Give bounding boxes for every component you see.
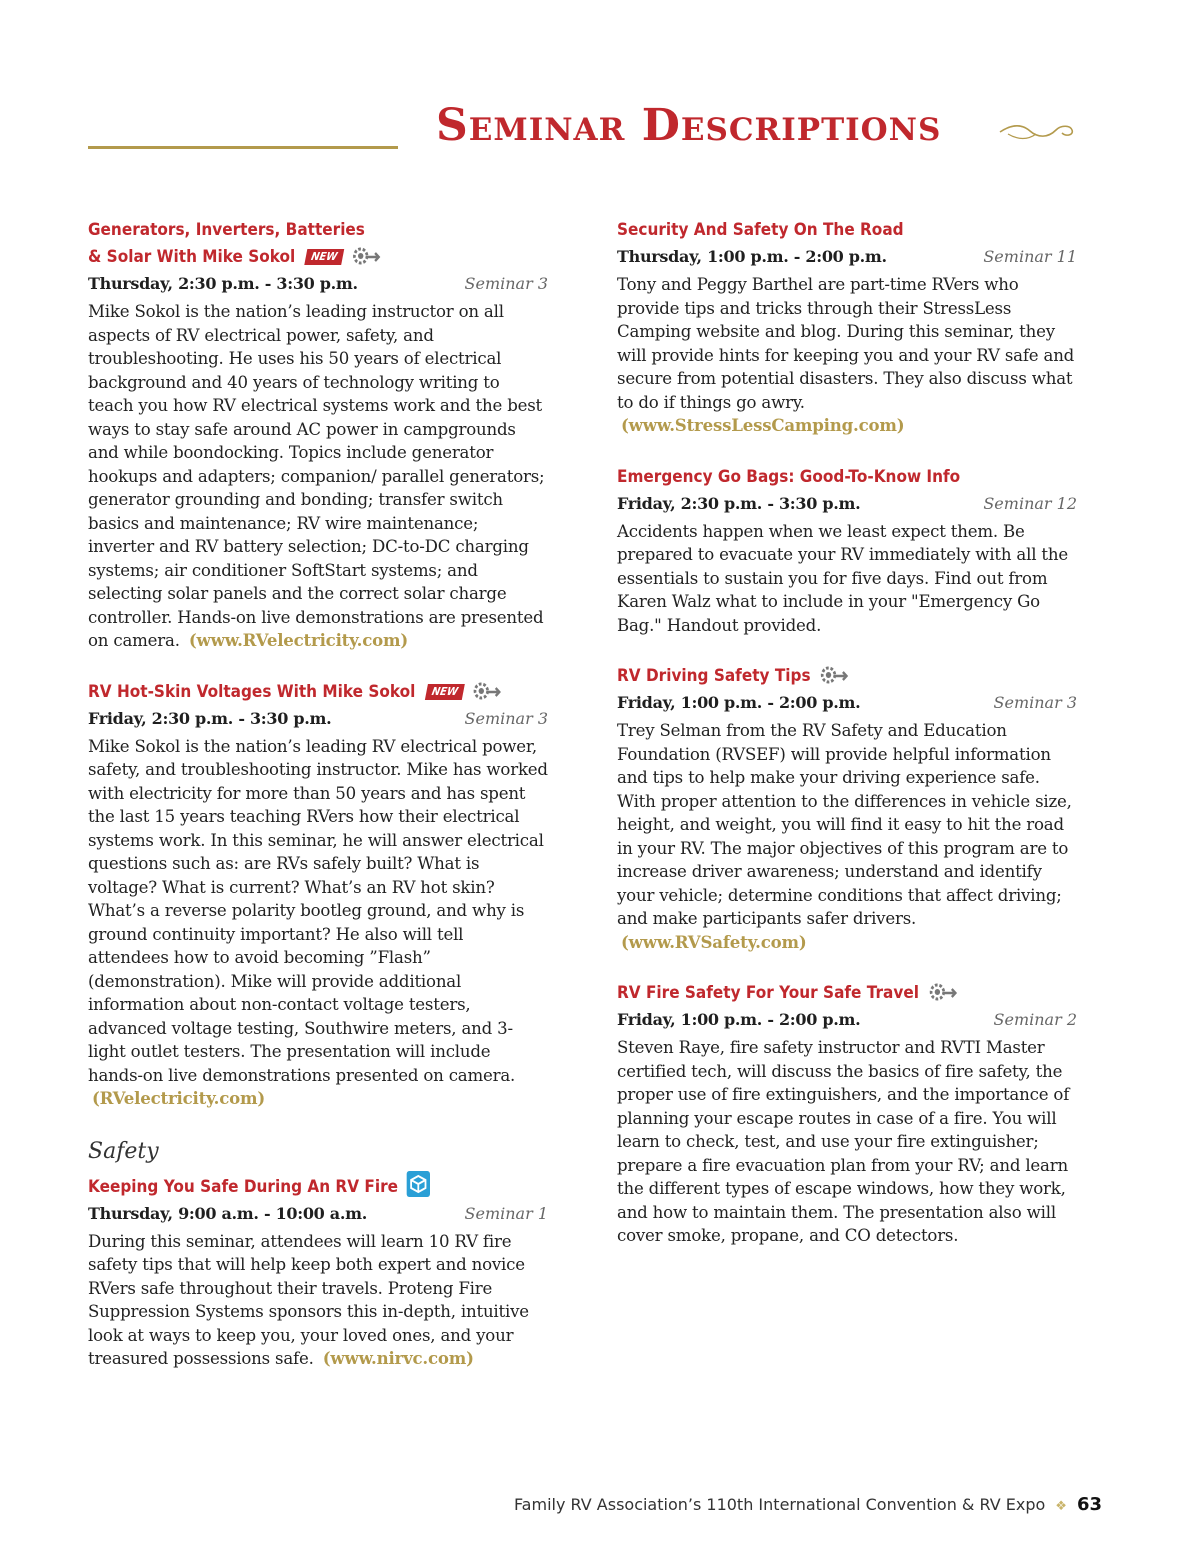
seminar-time: Thursday, 9:00 a.m. - 10:00 a.m.	[88, 1203, 368, 1223]
seminar-description	[88, 300, 548, 653]
seminar-go-bags	[617, 464, 1077, 638]
seminar-number: Seminar 2	[993, 1010, 1077, 1029]
seminar-link[interactable]: (www.RVSafety.com)	[621, 931, 807, 952]
seminar-number: Seminar 3	[993, 693, 1077, 712]
seminar-title	[617, 980, 1031, 1007]
new-badge: NEW	[305, 249, 345, 265]
seminar-title-text: RV Driving Safety Tips	[617, 666, 811, 686]
seminar-fire-travel	[617, 980, 1077, 1248]
seminar-title: Security And Safety On The Road	[617, 220, 904, 240]
seminar-description-text: During this seminar, attendees will learn 10 RV fire safety tips that will help keep both expert and novice RVers safe throughout their travels. Proteng Fire Suppression Systems sponsors this in-depth, intuitive look at ways to keep you, your loved ones, and your treasured possessions safe.	[88, 1231, 529, 1368]
seminar-time: Thursday, 1:00 p.m. - 2:00 p.m.	[617, 247, 887, 266]
seminar-number: Seminar 12	[983, 493, 1077, 513]
seminar-title	[617, 663, 1031, 690]
seminar-meta	[88, 706, 548, 732]
seminar-meta	[617, 1007, 1077, 1033]
seminar-time: Friday, 1:00 p.m. - 2:00 p.m.	[617, 1010, 861, 1029]
seminar-number: Seminar 11	[983, 247, 1077, 266]
seminar-title-text: RV Fire Safety For Your Safe Travel	[617, 983, 919, 1003]
seminar-security	[617, 217, 1077, 438]
sponsor-box-icon	[407, 1171, 430, 1197]
seminar-driving	[617, 663, 1077, 954]
right-column	[617, 217, 1077, 1274]
seminar-description-text: Trey Selman from the RV Safety and Education Foundation (RVSEF) will provide helpful information and tips to help make your driving experience safe. With proper attention to the differences in vehicle size, height, and weight, you will find it easy to hit the road in your RV. The major objectives of this program are to increase driver awareness; understand and identify your vehicle; determine conditions that affect driving; and make participants safer drivers.	[617, 721, 1072, 928]
seminar-meta	[88, 1201, 548, 1227]
seminar-time: Thursday, 2:30 p.m. - 3:30 p.m.	[88, 274, 358, 293]
seminar-title-text: Keeping You Safe During An RV Fire	[88, 1176, 399, 1197]
page-title: Seminar Descriptions	[436, 100, 942, 151]
seminar-title: Emergency Go Bags: Good-To-Know Info	[617, 466, 961, 487]
seminar-meta	[88, 271, 548, 297]
seminar-meta	[617, 244, 1077, 270]
seminar-description	[617, 719, 1077, 954]
seminar-time: Friday, 1:00 p.m. - 2:00 p.m.	[617, 693, 861, 712]
seminar-description-text: Mike Sokol is the nation’s leading RV electrical power, safety, and troubleshooting instructor. Mike has worked with electricity for more than 50 years and has spent the last 15 years teaching RVers how their electrical systems work. In this seminar, he will answer electrical questions such as: are RVs safely built? What is voltage? What is current? What’s an RV hot skin? What’s a reverse polarity bootleg ground, and why is ground continuity important? He also will tell attendees how to avoid becoming ”Flash” (demonstration). Mike will provide additional information about non-contact voltage testers, advanced voltage testing, Southwire meters, and 3-light outlet testers. The presentation will include hands-on live demonstrations presented on camera.	[88, 736, 548, 1085]
flourish-ornament	[998, 118, 1076, 144]
seminar-description-text: Mike Sokol is the nation’s leading instructor on all aspects of RV electrical power, safety, and troubleshooting. He uses his 50 years of electrical background and 40 years of technology writing to teach you how RV electrical systems work and the best ways to stay safe around AC power in campgrounds and while boondocking. Topics include generator hookups and adapters; companion/ parallel generators; generator grounding and bonding; transfer switch basics and maintenance; RV wire maintenance; inverter and RV battery selection; DC-to-DC charging systems; air conditioner SoftStart systems; and selecting solar panels and the correct solar charge controller. Hands-on live demonstrations are presented on camera.	[88, 302, 545, 650]
seminar-number: Seminar 3	[464, 708, 548, 728]
new-badge: NEW	[425, 684, 465, 700]
seminar-meta	[617, 491, 1077, 517]
gear-wrench-icon	[820, 664, 849, 686]
seminar-link[interactable]: (www.nirvc.com)	[322, 1348, 474, 1368]
seminar-title-text: & Solar With Mike Sokol	[88, 247, 296, 267]
seminar-title-text: RV Hot-Skin Voltages With Mike Sokol	[88, 681, 416, 702]
seminar-description: Steven Raye, fire safety instructor and RVTI Master certified tech, will discuss the basics of fire safety, the proper use of fire extinguishers, and the importance of planning your escape routes in case of a fire. You will learn to check, test, and use your fire extinguisher; prepare a fire evacuation plan from your RV; and learn the different types of escape windows, how they work, and how to maintain them. The presentation also will cover smoke, propane, and CO detectors.	[617, 1038, 1070, 1245]
seminar-description-text: Tony and Peggy Barthel are part-time RVers who provide tips and tricks through their StressLess Camping website and blog. During this seminar, they will provide hints for keeping you and your RV safe and secure from potential disasters. They also discuss what to do if things go awry.	[617, 275, 1075, 412]
seminar-link[interactable]: (www.RVelectricity.com)	[188, 630, 409, 650]
seminar-title	[88, 217, 502, 271]
left-column	[88, 217, 548, 1397]
page-header	[0, 90, 1200, 180]
page-number: 63	[1076, 1494, 1102, 1515]
seminar-description	[88, 735, 548, 1111]
seminar-number: Seminar 1	[464, 1203, 548, 1223]
seminar-description	[617, 273, 1077, 438]
seminar-meta	[617, 690, 1077, 716]
seminar-link[interactable]: (RVelectricity.com)	[92, 1088, 266, 1108]
gear-wrench-icon	[352, 245, 381, 267]
footer-text: Family RV Association’s 110th International Convention & RV Expo	[513, 1495, 1046, 1514]
seminar-title-line	[88, 244, 502, 271]
section-heading: Safety	[88, 1138, 159, 1164]
gear-wrench-icon	[472, 680, 501, 702]
footer-bullet: ❖	[1055, 1499, 1067, 1514]
seminar-time: Friday, 2:30 p.m. - 3:30 p.m.	[617, 493, 861, 513]
seminar-time: Friday, 2:30 p.m. - 3:30 p.m.	[88, 708, 332, 728]
seminar-hot-skin	[88, 679, 548, 1111]
seminar-generators	[88, 217, 548, 653]
seminar-title	[88, 1171, 502, 1201]
gear-wrench-icon	[928, 981, 957, 1003]
seminar-title	[88, 679, 502, 706]
header-rule	[88, 146, 398, 149]
seminar-number: Seminar 3	[464, 274, 548, 293]
seminar-link[interactable]: (www.StressLessCamping.com)	[621, 415, 905, 435]
page-footer	[0, 1494, 1102, 1515]
seminar-description: Accidents happen when we least expect them. Be prepared to evacuate your RV immediately with all the essentials to sustain you for five days. Find out from Karen Walz what to include in your "Emergency Go Bag." Handout provided.	[617, 521, 1068, 635]
seminar-title-line: Generators, Inverters, Batteries	[88, 220, 365, 240]
seminar-rv-fire	[88, 1171, 548, 1371]
seminar-description	[88, 1230, 548, 1371]
